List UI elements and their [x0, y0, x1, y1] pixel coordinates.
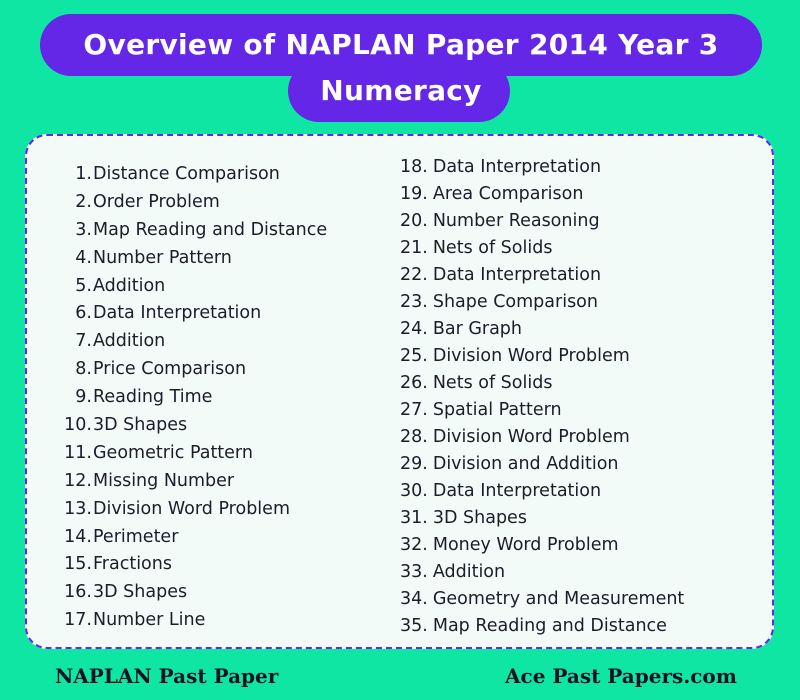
list-item — [400, 613, 684, 640]
list-item — [400, 478, 684, 505]
list-item-number: 31. — [400, 508, 428, 528]
list-item-label: Addition — [93, 275, 166, 296]
list-item-number: 11. — [64, 442, 92, 463]
list-item — [62, 440, 327, 468]
list-item-label: 3D Shapes — [93, 582, 188, 603]
list-item — [400, 451, 684, 478]
list-item — [400, 586, 684, 613]
list-item-number: 24. — [400, 319, 428, 339]
list-item-label: Number Line — [93, 610, 206, 631]
list-item — [62, 356, 327, 384]
list-item-label: Missing Number — [93, 470, 235, 491]
list-item — [400, 262, 684, 289]
list-item-number: 5. — [75, 275, 92, 296]
list-item-label: Division Word Problem — [93, 498, 290, 519]
list-item — [400, 208, 684, 235]
list-item-label: Fractions — [93, 554, 172, 575]
list-item-number: 14. — [64, 526, 92, 547]
list-item — [62, 579, 327, 607]
list-item-number: 12. — [64, 470, 92, 491]
list-item — [62, 551, 327, 579]
list-item-number: 34. — [400, 589, 428, 609]
list-item — [62, 412, 327, 440]
footer-right-label: Ace Past Papers.com — [505, 664, 737, 688]
list-item — [400, 505, 684, 532]
list-item-number: 19. — [400, 184, 428, 204]
list-item — [400, 343, 684, 370]
list-item-label: Data Interpretation — [432, 157, 602, 177]
list-item-number: 13. — [64, 498, 92, 519]
list-item-number: 1. — [75, 164, 92, 184]
list-item-label: Order Problem — [93, 191, 220, 212]
list-item-label: Number Reasoning — [432, 211, 600, 231]
list-item — [400, 424, 684, 451]
list-item — [400, 154, 684, 181]
list-item-number: 9. — [75, 387, 92, 408]
list-item-number: 6. — [75, 303, 92, 324]
list-item-label: Nets of Solids — [432, 373, 553, 393]
list-item-number: 33. — [400, 562, 428, 582]
list-item-label: Division Word Problem — [432, 427, 630, 447]
list-item — [62, 328, 327, 356]
topic-list-left-column — [62, 161, 327, 635]
list-item-number: 15. — [64, 554, 92, 575]
list-item-number: 20. — [400, 211, 428, 231]
list-item-number: 26. — [400, 373, 428, 393]
page-title — [40, 22, 762, 114]
list-item-number: 22. — [400, 265, 428, 285]
title-banner — [0, 0, 800, 130]
list-item-label: Number Pattern — [93, 247, 232, 268]
list-item-label: Map Reading and Distance — [432, 616, 667, 636]
footer-left-label: NAPLAN Past Paper — [55, 664, 279, 688]
list-item-number: 10. — [64, 415, 92, 436]
list-item-number: 28. — [400, 427, 428, 447]
list-item — [62, 300, 327, 328]
list-item — [400, 181, 684, 208]
list-item-number: 29. — [400, 454, 428, 474]
list-item-label: Data Interpretation — [93, 303, 262, 324]
title-line-1: Overview of NAPLAN Paper 2014 Year 3 — [83, 28, 719, 61]
list-item — [400, 559, 684, 586]
list-item-label: 3D Shapes — [93, 415, 188, 436]
list-item-label: Price Comparison — [93, 359, 247, 380]
list-item — [62, 607, 327, 635]
list-item — [62, 273, 327, 301]
list-item-label: 3D Shapes — [432, 508, 527, 528]
list-item-number: 32. — [400, 535, 428, 555]
list-item-label: Data Interpretation — [432, 481, 602, 501]
list-item-label: Data Interpretation — [432, 265, 602, 285]
list-item-label: Geometric Pattern — [93, 442, 253, 463]
title-line-2: Numeracy — [320, 74, 482, 107]
list-item-label: Money Word Problem — [432, 535, 619, 555]
list-item-label: Division and Addition — [432, 454, 619, 474]
list-item-number: 2. — [75, 191, 92, 212]
list-item — [400, 235, 684, 262]
list-item-label: Reading Time — [93, 387, 213, 408]
list-item — [62, 189, 327, 217]
list-item-number: 4. — [75, 247, 92, 268]
list-item — [400, 397, 684, 424]
list-item — [62, 384, 327, 412]
list-item-number: 30. — [400, 481, 428, 501]
topic-list-card — [25, 134, 774, 649]
list-item-label: Map Reading and Distance — [93, 219, 328, 240]
list-item-number: 23. — [400, 292, 428, 312]
list-item-label: Shape Comparison — [432, 292, 598, 312]
list-item — [400, 532, 684, 559]
list-item-label: Perimeter — [93, 526, 179, 547]
list-item-label: Geometry and Measurement — [432, 589, 685, 609]
list-item — [400, 289, 684, 316]
list-item — [400, 316, 684, 343]
list-item-label: Nets of Solids — [432, 238, 553, 258]
list-item-number: 7. — [75, 331, 92, 352]
list-item — [62, 245, 327, 273]
list-item — [400, 370, 684, 397]
list-item-label: Addition — [93, 331, 166, 352]
list-item-number: 18. — [400, 157, 428, 177]
list-item-label: Bar Graph — [432, 319, 523, 339]
list-item-label: Division Word Problem — [432, 346, 630, 366]
list-item-label: Addition — [432, 562, 506, 582]
list-item-number: 35. — [400, 616, 428, 636]
list-item-label: Distance Comparison — [93, 164, 280, 184]
list-item-number: 21. — [400, 238, 428, 258]
topic-list-right-column — [400, 154, 684, 640]
list-item-number: 16. — [64, 582, 92, 603]
list-item-number: 8. — [75, 359, 92, 380]
list-item-label: Spatial Pattern — [432, 400, 562, 420]
list-item-number: 3. — [75, 219, 92, 240]
list-item — [62, 161, 327, 189]
list-item-number: 17. — [64, 610, 92, 631]
list-item — [62, 217, 327, 245]
list-item-number: 25. — [400, 346, 428, 366]
list-item — [62, 496, 327, 524]
list-item-label: Area Comparison — [432, 184, 584, 204]
list-item — [62, 524, 327, 552]
list-item — [62, 468, 327, 496]
list-item-number: 27. — [400, 400, 428, 420]
